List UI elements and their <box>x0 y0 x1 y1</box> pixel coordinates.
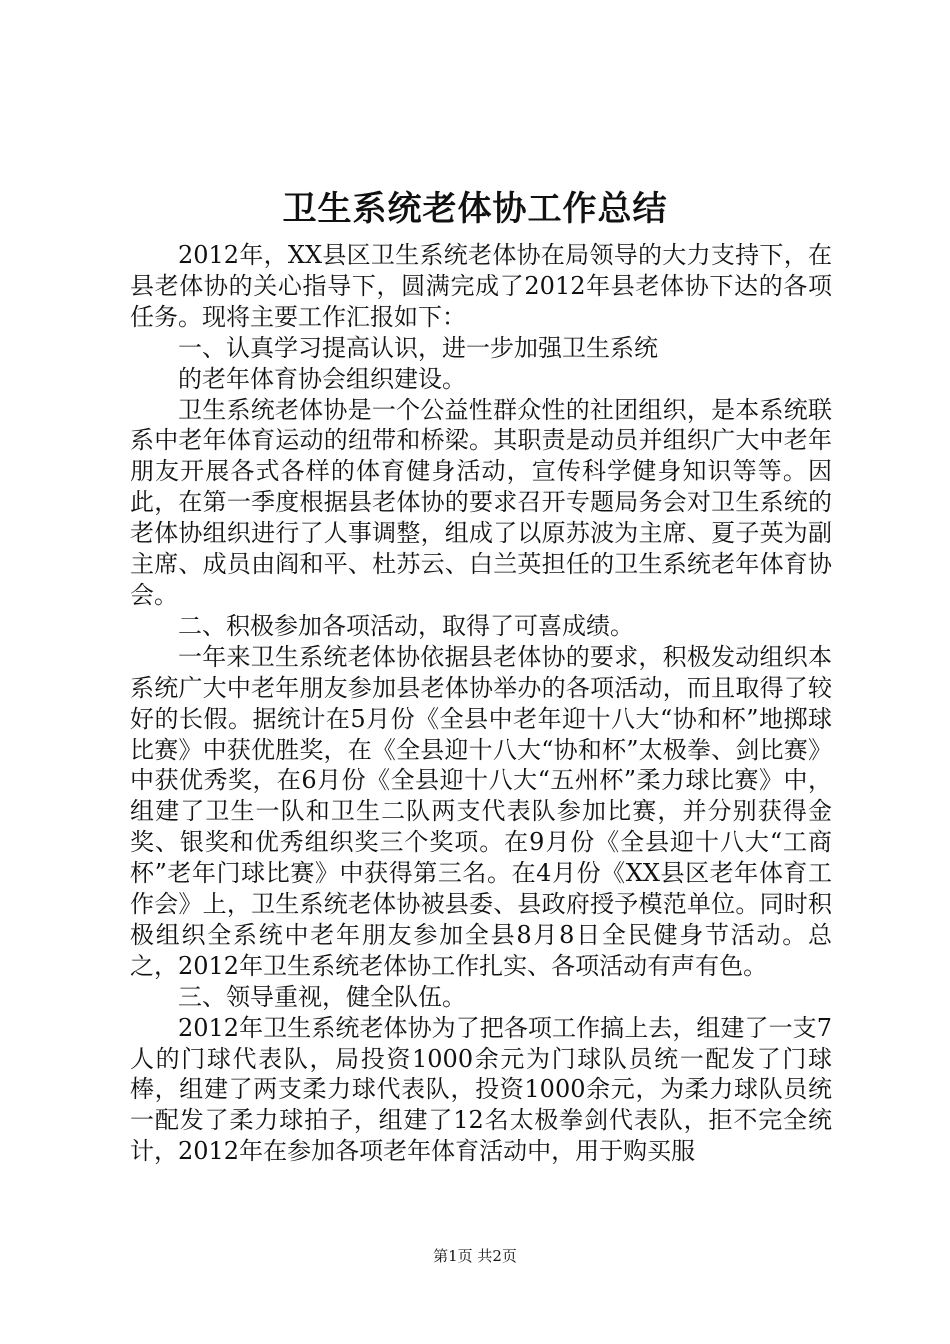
section-3-paragraph: 2012年卫生系统老体协为了把各项工作搞上去，组建了一支7人的门球代表队，局投资1000余元为门球队员统一配发了门球棒，组建了两支柔力球代表队，投资1000余元，为柔力球队员统一配发了柔力球拍子，组建了12名太极拳剑代表队，拒不完全统计，2012年在参加各项老年体育活动中，用于购买服 <box>130 1013 832 1166</box>
section-heading-1: 一、认真学习提高认识，进一步加强卫生系统 <box>178 333 658 362</box>
section-heading-2: 二、积极参加各项活动，取得了可喜成绩。 <box>178 611 634 640</box>
intro-paragraph: 2012年，XX县区卫生系统老体协在局领导的大力支持下，在县老体协的关心指导下，圆满完成了2012年县老体协下达的各项任务。现将主要工作汇报如下： <box>130 241 832 331</box>
section-2-paragraph: 一年来卫生系统老体协依据县老体协的要求，积极发动组织本系统广大中老年朋友参加县老体协举办的各项活动，而且取得了较好的长假。据统计在5月份《全县中老年迎十八大“协和杯”地掷球比赛》中获优胜奖，在《全县迎十八大“协和杯”太极拳、剑比赛》中获优秀奖，在6月份《全县迎十八大“五州杯”柔力球比赛》中，组建了卫生一队和卫生二队两支代表队参加比赛，并分别获得金奖、银奖和优秀组织奖三个奖项。在9月份《全县迎十八大“工商杯”老年门球比赛》中获得第三名。在4月份《XX县区老年体育工作会》上，卫生系统老体协被县委、县政府授予模范单位。同时积极组织全系统中老年朋友参加全县8月8日全民健身节活动。总之，2012年卫生系统老体协工作扎实、各项活动有声有色。 <box>130 642 832 980</box>
page-number-footer: 第1页 共2页 <box>433 1247 517 1265</box>
section-1-paragraph: 卫生系统老体协是一个公益性群众性的社团组织，是本系统联系中老年体育运动的纽带和桥梁。其职责是动员并组织广大中老年朋友开展各式各样的体育健身活动，宣传科学健身知识等等。因此，在第一季度根据县老体协的要求召开专题局务会对卫生系统的老体协组织进行了人事调整，组成了以原苏波为主席、夏子英为副主席、成员由阎和平、杜苏云、白兰英担任的卫生系统老年体育协会。 <box>130 395 832 609</box>
section-heading-1-continued: 的老年体育协会组织建设。 <box>178 364 466 393</box>
document-title: 卫生系统老体协工作总结 <box>282 189 668 229</box>
section-heading-3: 三、领导重视，健全队伍。 <box>178 982 466 1011</box>
document-body <box>130 240 832 1167</box>
